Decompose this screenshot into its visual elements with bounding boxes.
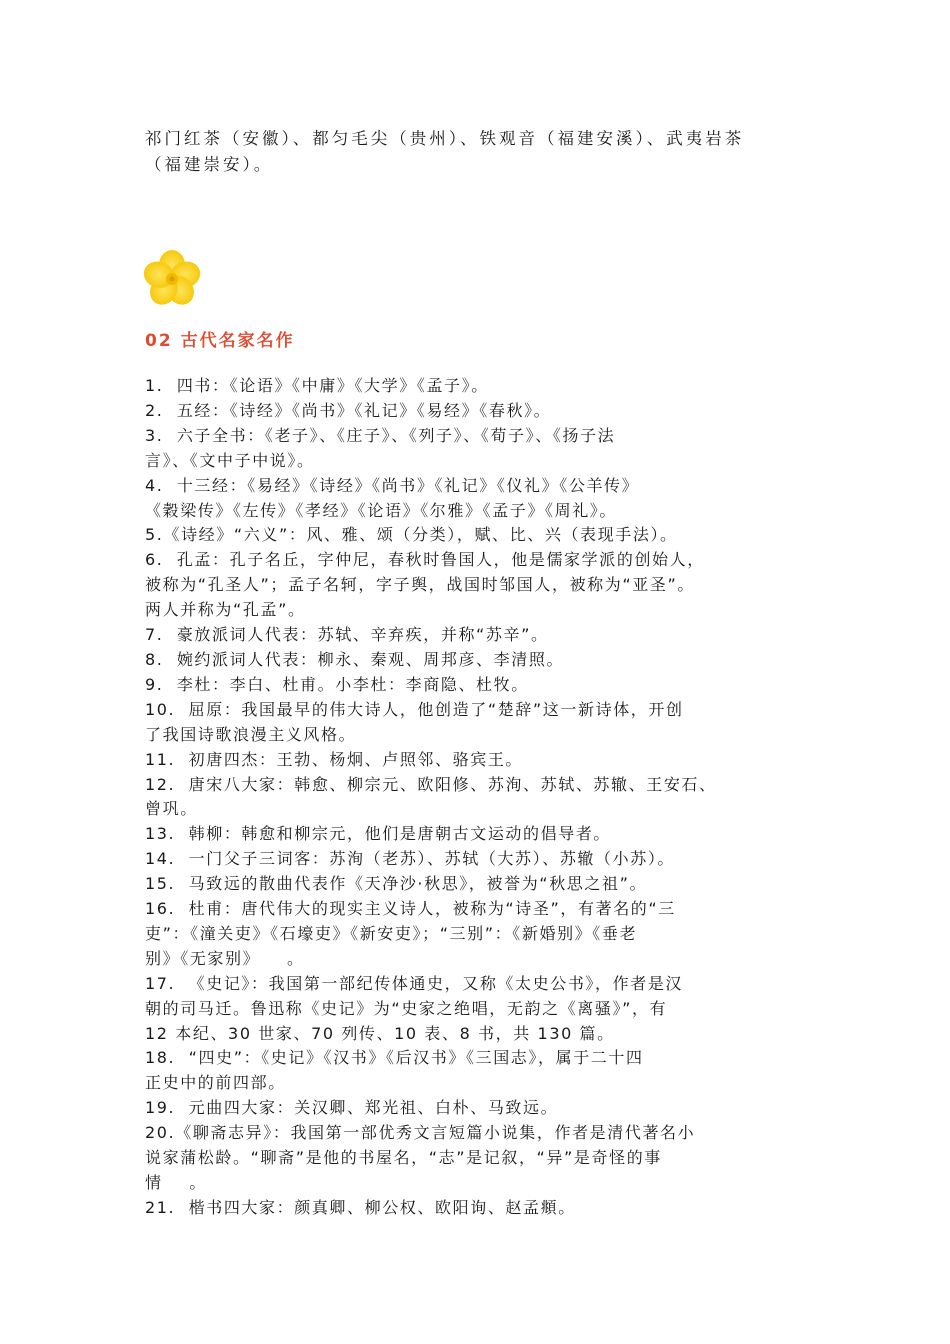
list-line: 1. 四书：《论语》《中庸》《大学》《孟子》。 [145,376,489,395]
list-line: 19. 元曲四大家：关汉卿、郑光祖、白朴、马致远。 [145,1098,559,1118]
list-line: 15. 马致远的散曲代表作《天净沙·秋思》，被誉为“秋思之祖”。 [145,874,648,894]
list-line: 情 。 [145,1173,207,1192]
list-line: 12 本纪、30 世家、70 列传、10 表、8 书，共 130 篇。 [145,1023,615,1043]
intro-line: 祁门红茶（安徽）、都匀毛尖（贵州）、铁观音（福建安溪）、武夷岩茶 [145,129,745,148]
list-line: 言》、《文中子中说》。 [145,450,315,470]
list-line: 11. 初唐四杰：王勃、杨炯、卢照邻、骆宾王。 [145,749,524,769]
list-line: 了我国诗歌浪漫主义风格。 [145,724,357,744]
list-line: 10. 屈原：我国最早的伟大诗人，他创造了“楚辞”这一新诗体，开创 [145,699,684,719]
list-line: 3. 六子全书：《老子》、《庄子》、《列子》、《荀子》、《扬子法 [145,425,616,445]
list-line: 正史中的前四部。 [145,1073,286,1093]
list-line: 说家蒲松龄。“聊斋”是他的书屋名，“志”是记叙，“异”是奇怪的事 [145,1148,662,1168]
list-line: 13. 韩柳：韩愈和柳宗元，他们是唐朝古文运动的倡导者。 [145,824,612,844]
list-line: 《穀梁传》《左传》《孝经》《论语》《尔雅》《孟子》《周礼》。 [145,500,618,520]
famous-works-list [145,374,835,1221]
list-line: 17. 《史记》：我国第一部纪传体通史，又称《太史公书》，作者是汉 [145,973,684,993]
list-line: 6. 孔孟：孔子名丘，字仲尼，春秋时鲁国人，他是儒家学派的创始人， [145,550,705,570]
list-line: 被称为“孔圣人”；孟子名轲，字子舆，战国时邹国人，被称为“亚圣”。 [145,575,695,595]
yellow-flower-icon [140,246,204,310]
list-line: 曾巩。 [145,799,198,819]
list-line: 12. 唐宋八大家：韩愈、柳宗元、欧阳修、苏洵、苏轼、苏辙、王安石、 [145,774,717,794]
list-line: 16. 杜甫：唐代伟大的现实主义诗人，被称为“诗圣”，有著名的“三 [145,899,676,919]
list-line: 9. 李杜：李白、杜甫。小李杜：李商隐、杜牧。 [145,674,529,694]
intro-paragraph [145,126,825,178]
intro-line: （福建崇安）。 [145,155,274,174]
list-line: 2. 五经：《诗经》《尚书》《礼记》《易经》《春秋》。 [145,400,552,420]
list-line: 吏”：《潼关吏》《石壕吏》《新安吏》；“三别”：《新婚别》《垂老 [145,923,638,943]
section-title: 02 古代名家名作 [145,331,295,351]
list-line: 7. 豪放派词人代表：苏轼、辛弃疾，并称“苏辛”。 [145,625,549,645]
list-line: 14. 一门父子三词客：苏洵（老苏）、苏轼（大苏）、苏辙（小苏）。 [145,849,676,869]
list-line: 21. 楷书四大家：颜真卿、柳公权、欧阳询、赵孟頫。 [145,1197,576,1217]
list-line: 别》《无家别》 。 [145,948,305,968]
list-line: 20.《聊斋志异》：我国第一部优秀文言短篇小说集，作者是清代著名小 [145,1123,696,1143]
list-line: 朝的司马迁。鲁迅称《史记》为“史家之绝唱，无韵之《离骚》”，有 [145,998,668,1018]
list-line: 5.《诗经》“六义”：风、雅、颂（分类），赋、比、兴（表现手法）。 [145,525,678,545]
list-line: 4. 十三经：《易经》《诗经》《尚书》《礼记》《仪礼》《公羊传》 [145,475,640,495]
list-line: 18. “四史”：《史记》《汉书》《后汉书》《三国志》，属于二十四 [145,1048,644,1068]
list-line: 两人并称为“孔孟”。 [145,600,306,620]
list-line: 8. 婉约派词人代表：柳永、秦观、周邦彦、李清照。 [145,649,565,669]
